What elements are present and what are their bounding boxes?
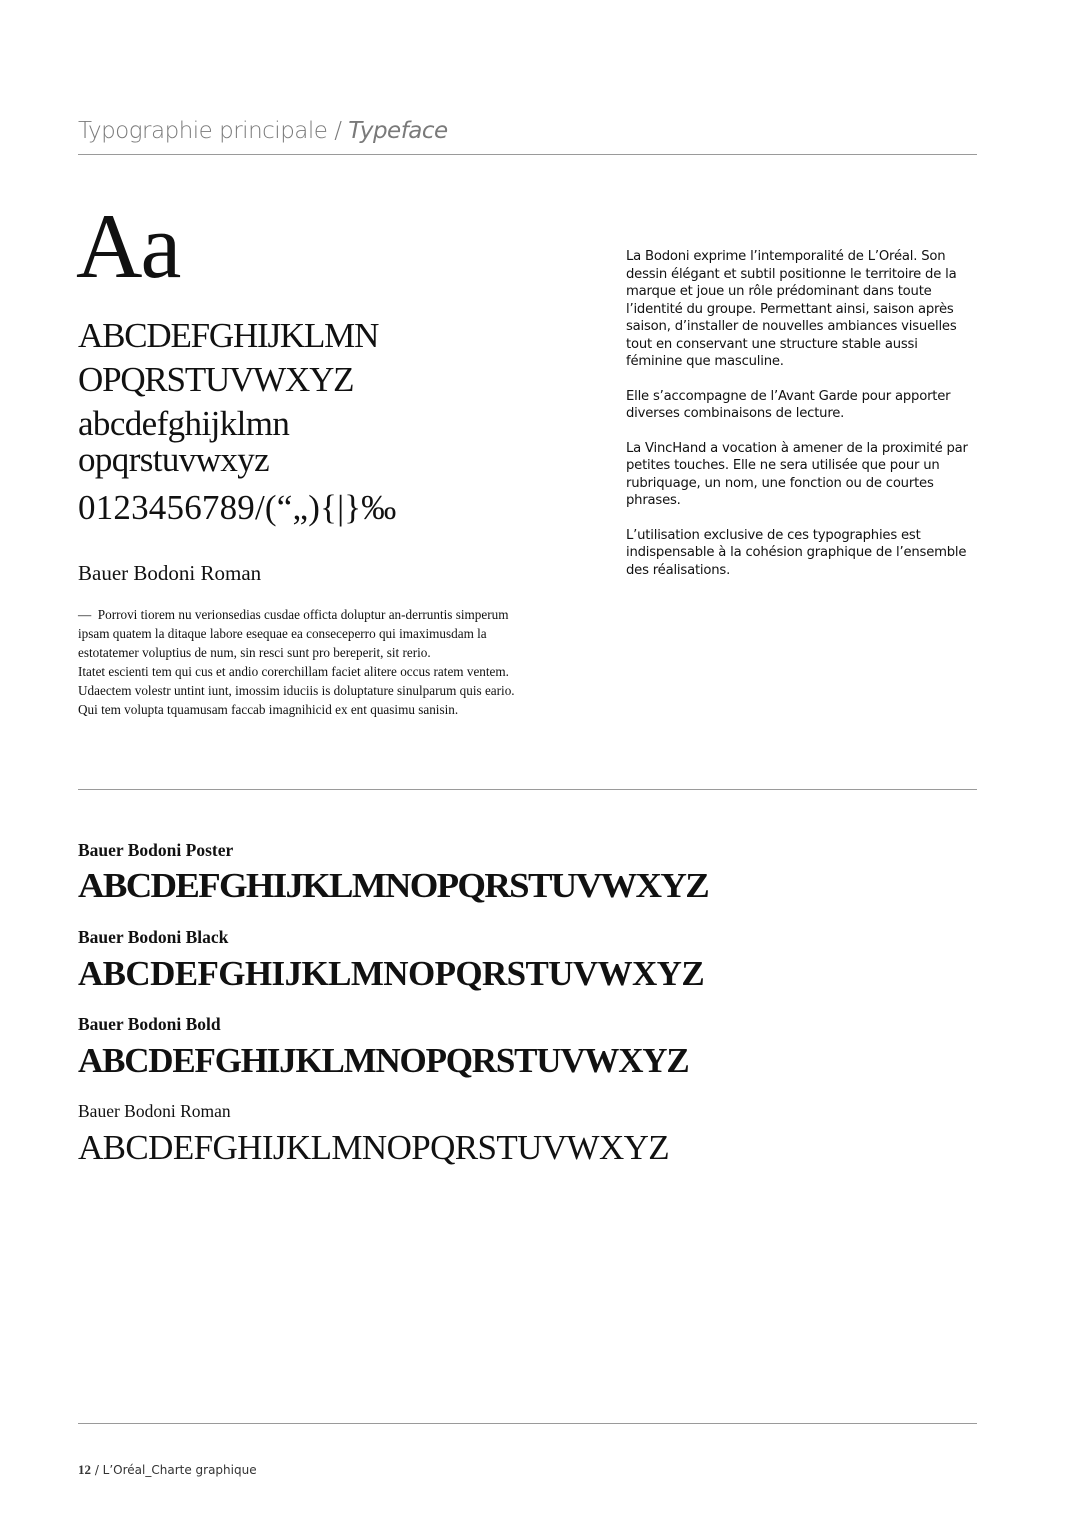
specimen-font-name: Bauer Bodoni Roman: [78, 561, 262, 585]
intro-paragraph: La Bodoni exprime l’intemporalité de L’Oréal. Son dessin élégant et subtil positionne le territoire de la marque et joue un rôle prédominant dans toute l’identité du groupe. Permettant ainsi, saison après saison, d’installer de nouvelles ambiances visuelles tout en conservant une structure stable aussi féminine que masculine.: [626, 249, 957, 369]
variant-label-roman: Bauer Bodoni Roman: [78, 1101, 231, 1121]
specimen-lowercase-line-2: opqrstuvwxyz: [78, 440, 270, 479]
intro-paragraph: L’utilisation exclusive de ces typographies est indispensable à la cohésion graphique de l’ensemble des réalisations.: [626, 527, 967, 578]
specimen-lowercase-line-1: abcdefghijklmn: [78, 404, 290, 443]
variant-alphabet-roman: ABCDEFGHIJKLMNOPQRSTUVWXYZ: [78, 1128, 670, 1167]
intro-paragraph: La VincHand a vocation à amener de la proximité par petites touches. Elle ne sera utilisée que pour un rubriquage, un nom, une fonction ou de courtes phrases.: [626, 440, 968, 508]
section-divider: [78, 789, 977, 790]
variant-alphabet-poster: ABCDEFGHIJKLMNOPQRSTUVWXYZ: [78, 866, 709, 905]
header-title-regular: Typographie principale /: [78, 118, 349, 144]
sample-paragraph-2: Itatet escienti tem qui cus et andio corerchillam faciet alitere occus ratem ventem. Udaectem volestr untint iunt, imossim iduciis is doluptature sinulparum quis eario. Qui tem volupta tquamusam faccab imagnihicid ex ent quasimu sanisin.: [78, 664, 515, 717]
specimen-uppercase-line-1: ABCDEFGHIJKLMN: [78, 316, 379, 355]
sample-paragraph-1: [78, 605, 524, 662]
specimen-uppercase-line-2: OPQRSTUVWXYZ: [78, 360, 354, 399]
header-title-italic: Typeface: [348, 118, 448, 144]
footer-separator: /: [91, 1463, 103, 1477]
footer-rule: [78, 1423, 977, 1424]
variant-label-bold: Bauer Bodoni Bold: [78, 1014, 221, 1034]
sample-dash: —: [78, 607, 92, 622]
header-rule: [78, 154, 977, 155]
sample-text-block: [78, 605, 524, 719]
variant-label-poster: Bauer Bodoni Poster: [78, 840, 234, 860]
sample-paragraph-1-text: Porrovi tiorem nu verionsedias cusdae officta doluptur an-derruntis simperum ipsam quatem la ditaque labore esequae ea conseceperro qui imaximusdam la estotatemer voluptius de num, sin resci sunt pro bereperit, sit rerio.: [78, 607, 509, 660]
specimen-digits-line: 0123456789/(“„){|}‰: [78, 488, 397, 527]
variant-label-black: Bauer Bodoni Black: [78, 927, 229, 947]
specimen-sample-glyphs: Aa: [76, 195, 180, 297]
variant-alphabet-black: ABCDEFGHIJKLMNOPQRSTUVWXYZ: [78, 954, 705, 993]
variant-alphabet-bold: ABCDEFGHIJKLMNOPQRSTUVWXYZ: [78, 1041, 689, 1080]
intro-text-block: [626, 248, 976, 596]
intro-paragraph: Elle s’accompagne de l’Avant Garde pour apporter diverses combinaisons de lecture.: [626, 388, 951, 421]
page-footer: [78, 1462, 257, 1478]
page-header-title: [78, 118, 448, 144]
page-number: 12: [78, 1462, 91, 1477]
footer-document-title: L’Oréal_Charte graphique: [102, 1463, 257, 1477]
